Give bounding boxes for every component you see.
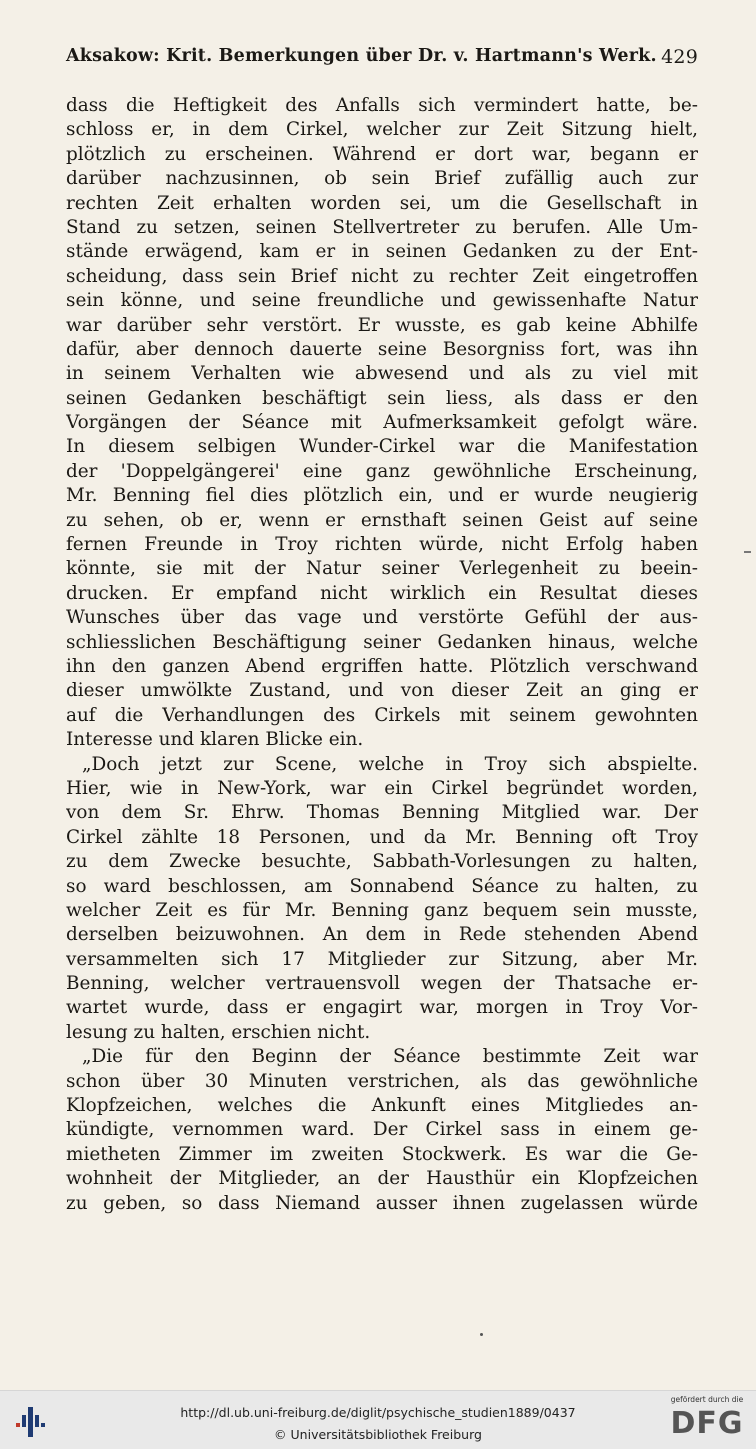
text-line: so ward beschlossen, am Sonnabend Séance zu halten, zu (66, 875, 698, 897)
text-line: drucken. Er empfand nicht wirklich ein Resultat dieses (66, 582, 698, 604)
text-line: dass die Heftigkeit des Anfalls sich vermindert hatte, be- (66, 95, 698, 116)
margin-mark (744, 551, 751, 553)
text-line: dieser umwölkte Zustand, und von dieser Zeit an ging er (66, 680, 698, 702)
text-line: dafür, aber dennoch dauerte seine Besorgniss fort, was ihn (66, 338, 698, 360)
text-line: versammelten sich 17 Mitglieder zur Sitzung, aber Mr. (66, 948, 698, 970)
running-header (66, 46, 698, 76)
page-speck (480, 1333, 483, 1336)
text-line: fernen Freunde in Troy richten würde, nicht Erfolg haben (66, 534, 698, 556)
text-line: von dem Sr. Ehrw. Thomas Benning Mitglied war. Der (66, 802, 698, 824)
text-line: seinen Gedanken beschäftigt sein liess, als dass er den (66, 387, 698, 409)
text-line: Mr. Benning fiel dies plötzlich ein, und er wurde neugierig (66, 485, 698, 507)
text-line: darüber nachzusinnen, ob sein Brief zufällig auch zur (66, 168, 698, 190)
text-line: auf die Verhandlungen des Cirkels mit seinem gewohnten (66, 704, 698, 726)
text-line: schon über 30 Minuten verstrichen, als das gewöhnliche (66, 1070, 698, 1092)
text-line: plötzlich zu erscheinen. Während er dort war, begann er (66, 143, 698, 165)
text-line: sein könne, und seine freundliche und gewissenhafte Natur (66, 290, 698, 312)
text-line: rechten Zeit erhalten worden sei, um die Gesellschaft in (66, 192, 698, 214)
text-line: zu geben, so dass Niemand ausser ihnen zugelassen würde (66, 1192, 698, 1214)
text-line: wohnheit der Mitglieder, an der Hausthür ein Klopfzeichen (66, 1168, 698, 1190)
text-line: „Doch jetzt zur Scene, welche in Troy sich abspielte. (82, 753, 698, 775)
text-line: zu sehen, ob er, wenn er ernsthaft seinen Geist auf seine (66, 509, 698, 531)
text-line: Benning, welcher vertrauensvoll wegen der Thatsache er- (66, 973, 698, 995)
text-line: stände erwägend, kam er in seinen Gedanken zu der Ent- (66, 241, 698, 263)
viewer-footer (0, 1390, 756, 1449)
text-line: mietheten Zimmer im zweiten Stockwerk. Es war die Ge- (66, 1143, 698, 1165)
text-line: Interesse und klaren Blicke ein. (66, 729, 364, 751)
text-line: ihn den ganzen Abend ergriffen hatte. Plötzlich verschwand (66, 655, 698, 677)
text-line: der 'Doppelgängerei' eine ganz gewöhnliche Erscheinung, (66, 460, 698, 482)
text-line: in seinem Verhalten wie abwesend und als zu viel mit (66, 363, 698, 385)
dfg-wordmark: DFG (670, 1406, 744, 1441)
text-line: kündigte, vernommen ward. Der Cirkel sass in einem ge- (66, 1119, 698, 1141)
text-line: „Die für den Beginn der Séance bestimmte Zeit war (82, 1046, 698, 1068)
permalink-link[interactable]: http://dl.ub.uni-freiburg.de/diglit/psychische_studien1889/0437 (180, 1405, 576, 1420)
text-line: Stand zu setzen, seinen Stellvertreter zu berufen. Alle Um- (66, 216, 698, 238)
text-line: scheidung, dass sein Brief nicht zu rechter Zeit eingetroffen (66, 265, 698, 287)
text-line: war darüber sehr verstört. Er wusste, es gab keine Abhilfe (66, 314, 698, 336)
dfg-logo (666, 1395, 748, 1447)
text-line: derselben beizuwohnen. An dem in Rede stehenden Abend (66, 924, 698, 946)
text-line: Wunsches über das vage und verstörte Gefühl der aus- (66, 607, 698, 629)
text-line: schloss er, in dem Cirkel, welcher zur Zeit Sitzung hielt, (66, 119, 698, 141)
running-title: Aksakow: Krit. Bemerkungen über Dr. v. Hartmann's Werk. (66, 46, 657, 66)
text-line: Klopfzeichen, welches die Ankunft eines Mitgliedes an- (66, 1095, 698, 1117)
page-number: 429 (661, 46, 698, 68)
text-line: Hier, wie in New-York, war ein Cirkel begründet worden, (66, 777, 698, 799)
text-line: könnte, sie mit der Natur seiner Verlegenheit zu beein- (66, 558, 698, 580)
text-line: In diesem selbigen Wunder-Cirkel war die Manifestation (66, 436, 698, 458)
body-text (66, 94, 698, 1216)
text-line: lesung zu halten, erschien nicht. (66, 1021, 371, 1043)
copyright-notice: © Universitätsbibliothek Freiburg (274, 1427, 482, 1442)
text-line: Vorgängen der Séance mit Aufmerksamkeit gefolgt wäre. (66, 412, 698, 434)
text-line: wartet wurde, dass er engagirt war, morgen in Troy Vor- (66, 997, 698, 1019)
text-line: welcher Zeit es für Mr. Benning ganz bequem sein musste, (66, 899, 698, 921)
text-line: zu dem Zwecke besuchte, Sabbath-Vorlesungen zu halten, (66, 851, 698, 873)
text-line: Cirkel zählte 18 Personen, und da Mr. Benning oft Troy (66, 826, 698, 848)
sponsor-text: gefördert durch die (670, 1395, 744, 1404)
text-line: schliesslichen Beschäftigung seiner Gedanken hinaus, welche (66, 631, 698, 653)
